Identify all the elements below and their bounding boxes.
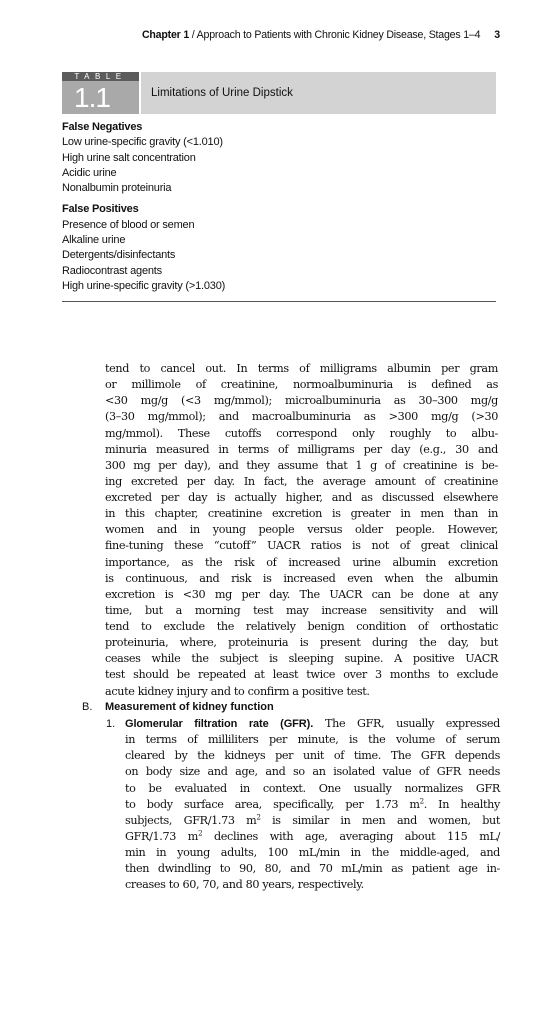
- table-item: High urine salt concentration: [62, 151, 196, 164]
- text-line: tend to cancel out. In terms of milligrams albumin per gram: [105, 362, 498, 375]
- text-line: is similar in men and women, but: [260, 813, 501, 827]
- text-line: is continuous, and risk is increased even when the albumin: [105, 571, 498, 585]
- text-line: in terms of milliliters per minute, is the volume of serum: [125, 733, 500, 747]
- text-line: test should be repeated at least twice over 3 months to exclude: [105, 668, 498, 682]
- text-line: or millimole of creatinine, normoalbuminuria is defined as: [105, 378, 498, 392]
- table-item: Detergents/disinfectants: [62, 249, 176, 262]
- table-item: Acidic urine: [62, 166, 117, 179]
- superscript: 2: [419, 796, 424, 805]
- table-item: High urine-specific gravity (>1.030): [62, 279, 226, 292]
- table-item: Low urine-specific gravity (<1.010): [62, 136, 223, 149]
- table-item: Alkaline urine: [62, 234, 126, 247]
- section-b-heading: [82, 699, 502, 715]
- text-line: then dwindling to 90, 80, and 70 mL/min as patient age in-: [125, 862, 500, 876]
- text-line: women and in young people versus older people. However,: [105, 523, 498, 537]
- body-paragraph: [105, 361, 498, 700]
- item-text: [125, 716, 500, 893]
- text-line: The GFR, usually expressed: [313, 717, 500, 730]
- chapter-label: Chapter 1: [141, 29, 190, 41]
- text-line: importance, as the risk of increased urine albumin excretion: [105, 555, 498, 569]
- table-body: [62, 120, 496, 294]
- table-item: Presence of blood or semen: [62, 218, 195, 231]
- text-line: GFR/1.73 m: [125, 829, 199, 843]
- text-line: min in young adults, 100 mL/min in the middle-aged, and: [125, 846, 500, 859]
- table-badge: [62, 72, 139, 114]
- table-word: TABLE: [62, 72, 139, 81]
- text-line: excretion is <30 mg per day. The UACR can be done at any: [105, 587, 498, 601]
- text-line: subjects, GFR/1.73 m: [125, 813, 257, 827]
- text-line: cleared by the kidneys per unit of time. The GFR depends: [125, 749, 500, 763]
- text-line: on body size and age, and so an isolated value of GFR needs: [125, 765, 500, 779]
- text-line: declines with age, averaging about 115 mL/: [202, 829, 500, 843]
- running-head-title: Approach to Patients with Chronic Kidney Disease, Stages 1–4: [196, 29, 481, 41]
- text-line: minuria measured in terms of milligrams per day (e.g., 30 and: [105, 442, 498, 456]
- false-positives-heading: False Positives: [62, 203, 139, 216]
- table-item: Nonalbumin proteinuria: [62, 182, 172, 195]
- text-line: acute kidney injury and to confirm a positive test.: [105, 684, 370, 698]
- text-line: (3–30 mg/mmol); and macroalbuminuria as >300 mg/g (>30: [105, 410, 498, 424]
- section-b-label: B.: [82, 701, 93, 713]
- text-line: mg/mmol). These cutoffs correspond only roughly to albu-: [105, 426, 498, 440]
- text-line: ceases while the subject is sleeping supine. A positive UACR: [105, 652, 498, 666]
- table-title-bar: [141, 72, 496, 114]
- table-bottom-rule: [62, 301, 496, 302]
- text-line: in this chapter, creatinine excretion is greater in men than in: [105, 507, 498, 521]
- table-header: [62, 72, 496, 114]
- text-line: creases to 60, 70, and 80 years, respectively.: [125, 878, 364, 892]
- text-line: tend to exclude the relatively benign condition of orthostatic: [105, 620, 498, 633]
- superscript: 2: [198, 829, 203, 838]
- text-line: to body surface area, specifically, per 1.73 m: [125, 797, 420, 811]
- text-line: <30 mg/g (<3 mg/mmol); microalbuminuria as 30–300 mg/g: [105, 394, 498, 408]
- text-line: proteinuria, where, proteinuria is present during the day, but: [105, 636, 498, 650]
- table-title: Limitations of Urine Dipstick: [151, 87, 293, 99]
- text-line: ing excreted per day. In fact, the average amount of creatinine: [105, 474, 498, 488]
- table-item: Radiocontrast agents: [62, 264, 162, 277]
- section-b-title: Measurement of kidney function: [105, 701, 274, 713]
- running-head: [0, 29, 500, 41]
- item-lead: Glomerular filtration rate (GFR).: [125, 718, 314, 730]
- table-number: 1.1: [74, 82, 110, 113]
- item-number: 1.: [106, 718, 116, 730]
- text-line: fine-tuning these “cutoff” UACR ratios is not of great clinical: [105, 539, 498, 553]
- false-negatives-heading: False Negatives: [62, 121, 143, 133]
- text-line: 300 mg per day), and they assume that 1 g of creatinine is be-: [105, 458, 498, 472]
- text-line: . In healthy: [423, 797, 500, 811]
- running-head-separator: /: [189, 29, 197, 41]
- superscript: 2: [256, 813, 261, 822]
- page-number: 3: [494, 29, 500, 41]
- text-line: time, but a morning test may increase sensitivity and will: [105, 603, 498, 617]
- text-line: to be evaluated in context. One usually normalizes GFR: [125, 781, 500, 795]
- text-line: excreted per day is actually higher, and as discussed elsewhere: [105, 491, 498, 504]
